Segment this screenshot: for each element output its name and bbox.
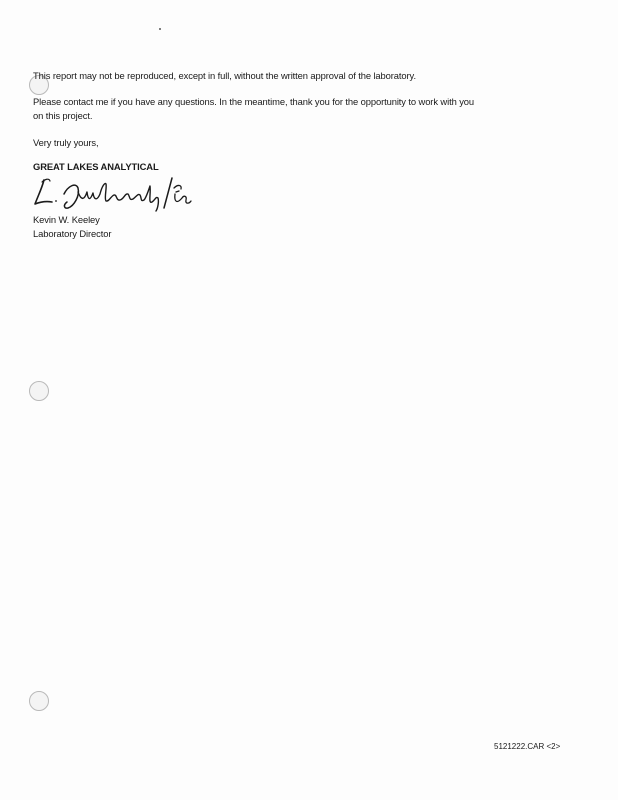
handwritten-signature <box>32 174 197 214</box>
document-reference: 5121222.CAR <2> <box>494 742 561 751</box>
signer-name: Kevin W. Keeley <box>33 214 100 225</box>
punch-hole-middle <box>29 381 49 401</box>
company-name: GREAT LAKES ANALYTICAL <box>33 161 159 172</box>
contact-paragraph-line-2: on this project. <box>33 110 93 121</box>
scan-speck <box>159 28 161 30</box>
closing: Very truly yours, <box>33 137 99 148</box>
signer-title: Laboratory Director <box>33 228 112 239</box>
punch-hole-bottom <box>29 691 49 711</box>
contact-paragraph-line-1: Please contact me if you have any questions. In the meantime, thank you for the opportunity to work with you <box>33 96 475 107</box>
reproduction-notice: This report may not be reproduced, except in full, without the written approval of the laboratory. <box>33 70 416 81</box>
